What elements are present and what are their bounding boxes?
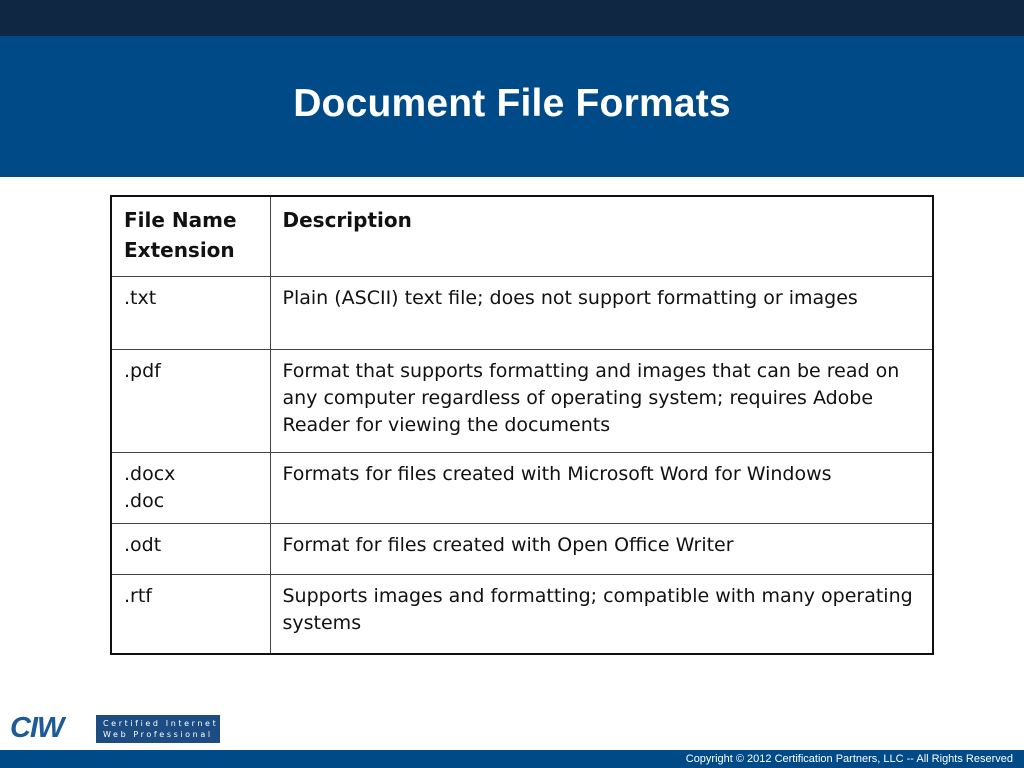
extension-cell (111, 574, 270, 654)
slide-title: Document File Formats (293, 81, 731, 125)
ciw-logo-tagline-box (96, 715, 220, 743)
table-header-row (111, 196, 933, 276)
file-formats-table (110, 195, 934, 655)
extension-cell (111, 523, 270, 574)
copyright-text: Copyright © 2012 Certification Partners, LLC -- All Rights Reserved (685, 753, 1013, 765)
extension-cell (111, 349, 270, 452)
extension-cell (111, 452, 270, 523)
logo-tagline-line2: Web Professional (103, 730, 213, 739)
table-row (111, 452, 933, 523)
extension-value: .odt (124, 533, 162, 556)
header-file-name-extension (111, 196, 270, 276)
extension-value: .doc (124, 489, 165, 512)
extension-cell (111, 276, 270, 349)
extension-value: .txt (124, 286, 157, 309)
table-row (111, 349, 933, 452)
description-cell: Supports images and formatting; compatible with many operating systems (270, 574, 933, 654)
extension-value: .pdf (124, 359, 161, 382)
file-formats-table-container (110, 195, 932, 655)
table-row (111, 276, 933, 349)
logo-tagline-line1: Certified Internet (103, 719, 219, 728)
description-cell: Format that supports formatting and images that can be read on any computer regardless of operating system; requires Adobe Reader for viewing the documents (270, 349, 933, 452)
extension-value: .docx (124, 462, 176, 485)
header-description: Description (270, 196, 933, 276)
description-cell: Plain (ASCII) text file; does not support formatting or images (270, 276, 933, 349)
ciw-logo-wordmark: CIW (10, 712, 64, 744)
header-extension: Extension (124, 238, 235, 262)
extension-value: .rtf (124, 584, 152, 607)
table-row (111, 523, 933, 574)
header-file-name: File Name (124, 208, 237, 232)
description-cell: Format for files created with Open Office Writer (270, 523, 933, 574)
top-bar (0, 0, 1024, 36)
description-cell: Formats for files created with Microsoft Word for Windows (270, 452, 933, 523)
table-row (111, 574, 933, 654)
